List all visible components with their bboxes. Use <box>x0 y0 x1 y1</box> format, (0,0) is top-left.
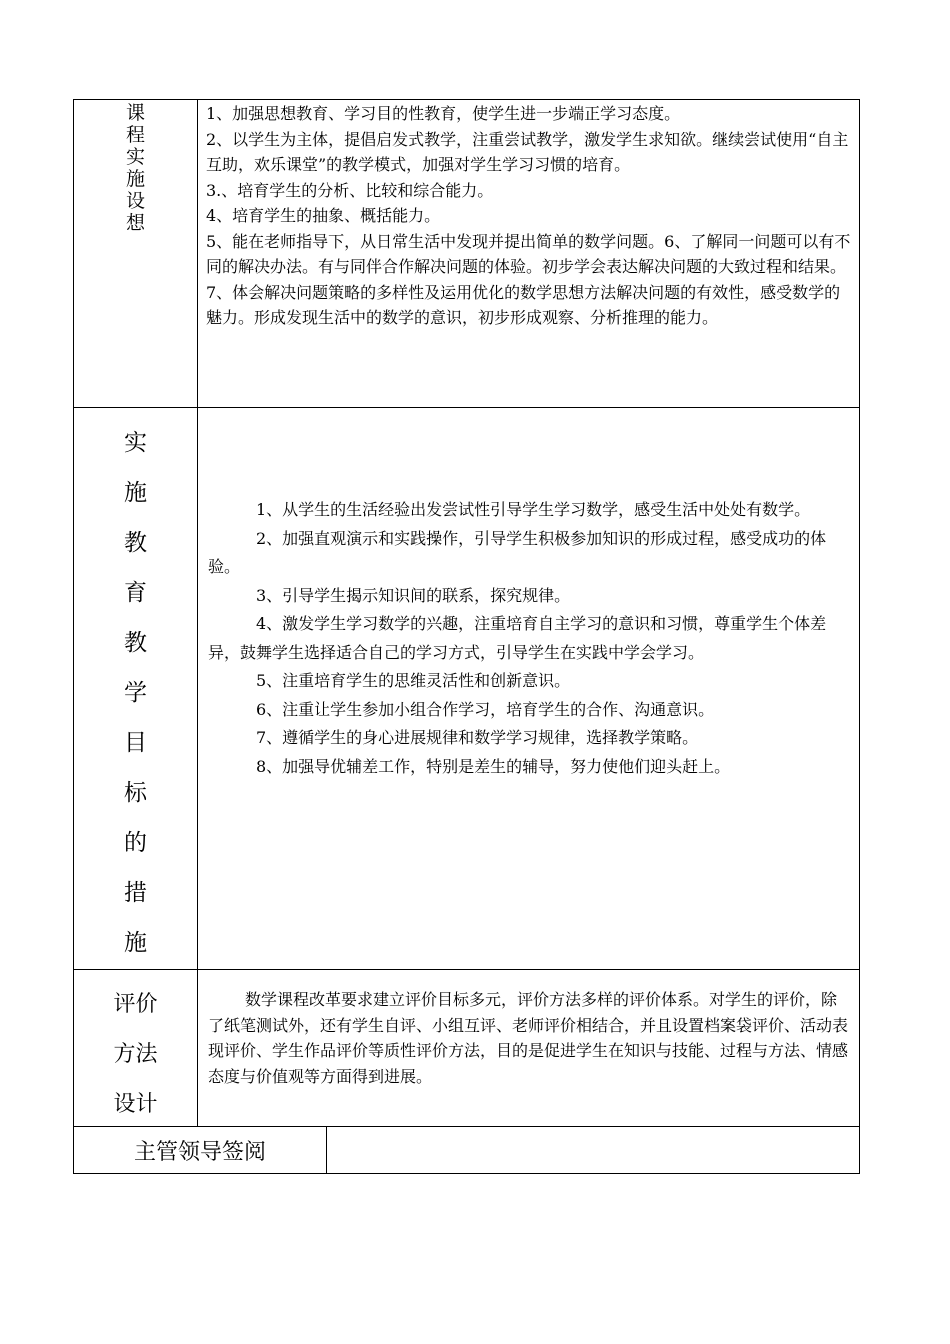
paragraph: 8、加强导优辅差工作，特别是差生的辅导，努力使他们迎头赶上。 <box>256 756 731 776</box>
plan-table <box>73 99 860 1174</box>
paragraph: 2、加强直观演示和实践操作，引导学生积极参加知识的形成过程，感受成功的体验。 <box>208 528 827 576</box>
row-label-evaluation-design <box>74 970 198 1126</box>
label-char: 学 <box>124 680 147 706</box>
label-char: 施 <box>124 480 147 506</box>
label-char: 程 <box>125 124 145 146</box>
label-char: 课 <box>125 102 145 124</box>
row-label-course-implementation <box>74 100 198 407</box>
label-char: 施 <box>124 930 147 956</box>
paragraph: 1、加强思想教育、学习目的性教育，使学生进一步端正学习态度。 <box>206 104 681 123</box>
label-line: 设计 <box>113 1092 158 1117</box>
paragraph: 6、注重让学生参加小组合作学习，培育学生的合作、沟通意识。 <box>256 699 715 719</box>
label-char: 措 <box>124 880 147 906</box>
paragraph: 5、注重培育学生的思维灵活性和创新意识。 <box>256 671 571 690</box>
label-char: 教 <box>124 530 147 556</box>
paragraph: 2、以学生为主体，提倡启发式教学，注重尝试教学，激发学生求知欲。继续尝试使用“自主互助，欢乐课堂”的教学模式，加强对学生学习习惯的培育。 <box>206 129 849 174</box>
label-line: 方法 <box>113 1042 158 1067</box>
label-char: 教 <box>124 630 147 656</box>
leader-signoff-field[interactable] <box>327 1127 859 1173</box>
leader-signoff-label: 主管领导签阅 <box>74 1127 327 1173</box>
paragraph: 1、从学生的生活经验出发尝试性引导学生学习数学，感受生活中处处有数学。 <box>256 500 811 519</box>
label-char: 施 <box>125 168 145 190</box>
row-course-implementation <box>73 99 860 408</box>
paragraph: 7、体会解决问题策略的多样性及运用优化的数学思想方法解决问题的有效性，感受数学的魅力。形成发现生活中的数学的意识，初步形成观察、分析推理的能力。 <box>206 282 841 327</box>
row-evaluation-design <box>73 970 860 1127</box>
label-char: 标 <box>124 780 147 806</box>
paragraph: 7、遵循学生的身心进展规律和数学学习规律，选择教学策略。 <box>256 728 699 747</box>
label-char: 育 <box>124 580 147 606</box>
paragraph: 3、引导学生揭示知识间的联系，探究规律。 <box>256 585 571 605</box>
label-char: 的 <box>124 830 147 856</box>
label-char: 实 <box>124 430 147 456</box>
paragraph: 3.、培育学生的分析、比较和综合能力。 <box>206 180 494 200</box>
paragraph: 4、激发学生学习数学的兴趣，注重培育自主学习的意识和习惯，尊重学生个体差异，鼓舞学生选择适合自己的学习方式，引导学生在实践中学会学习。 <box>208 614 827 662</box>
row-content-evaluation-design <box>198 970 859 1126</box>
row-label-teaching-measures <box>74 408 198 969</box>
label-line: 评价 <box>113 992 158 1017</box>
paragraph: 数学课程改革要求建立评价目标多元，评价方法多样的评价体系。对学生的评价，除了纸笔测试外，还有学生自评、小组互评、老师评价相结合，并且设置档案袋评价、活动表现评价、学生作品评价等质性评价方法，目的是促进学生在知识与技能、过程与方法、情感态度与价值观等方面得到进展。 <box>208 990 849 1086</box>
row-content-teaching-measures <box>198 408 859 969</box>
row-teaching-measures <box>73 408 860 970</box>
paragraph: 5、能在老师指导下，从日常生活中发现并提出简单的数学问题。6、了解同一问题可以有不同的解决办法。有与同伴合作解决问题的体验。初步学会表达解决问题的大致过程和结果。 <box>206 231 851 276</box>
row-leader-signoff <box>73 1127 860 1174</box>
label-char: 目 <box>124 730 147 756</box>
label-char: 设 <box>125 190 145 212</box>
row-content-course-implementation <box>198 100 859 407</box>
paragraph: 4、培育学生的抽象、概括能力。 <box>206 206 441 225</box>
label-char: 实 <box>125 146 145 168</box>
label-char: 想 <box>125 212 145 234</box>
